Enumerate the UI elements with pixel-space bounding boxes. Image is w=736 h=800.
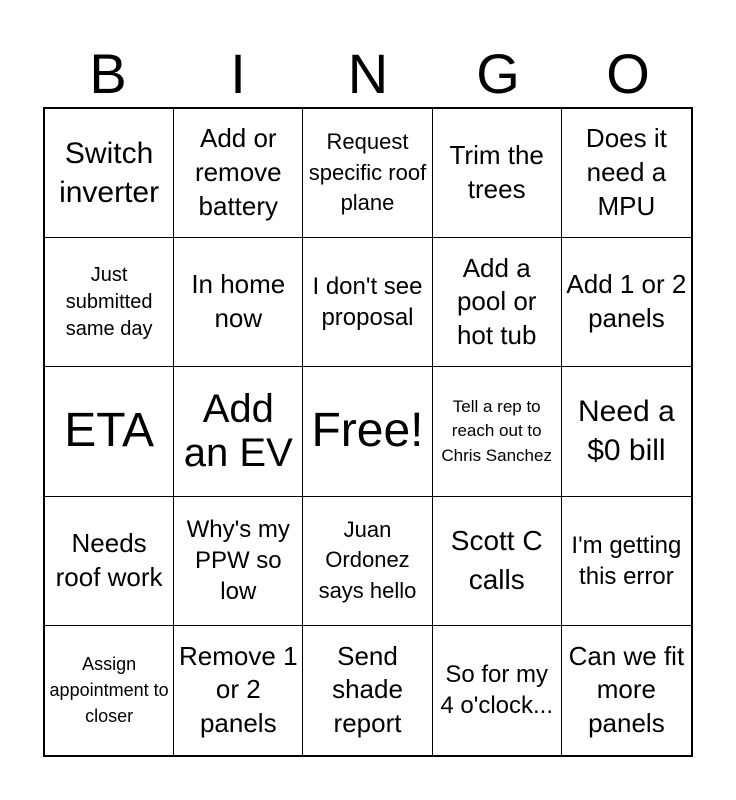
bingo-cell[interactable] xyxy=(45,367,174,496)
bingo-cell[interactable] xyxy=(174,626,303,755)
cell-text: ETA xyxy=(64,404,154,458)
bingo-cell[interactable] xyxy=(562,109,691,238)
free-space-cell[interactable] xyxy=(303,367,432,496)
bingo-cell[interactable] xyxy=(174,367,303,496)
cell-text: I don't see proposal xyxy=(312,273,423,332)
cell-text: In home now xyxy=(191,269,286,334)
bingo-cell[interactable] xyxy=(562,238,691,367)
cell-text: Add 1 or 2 panels xyxy=(566,269,687,334)
cell-text: Free! xyxy=(311,404,424,458)
cell-text: Tell a rep to reach out to Chris Sanchez xyxy=(441,396,552,465)
cell-text: Need a $0 bill xyxy=(578,395,675,468)
cell-text: Does it need a MPU xyxy=(585,123,667,221)
bingo-board xyxy=(43,107,693,757)
bingo-cell[interactable] xyxy=(45,109,174,238)
cell-text: Remove 1 or 2 panels xyxy=(179,640,298,739)
bingo-cell[interactable] xyxy=(562,497,691,626)
header-letter-b: B xyxy=(89,42,127,105)
cell-text: Send shade report xyxy=(332,640,403,739)
cell-text: So for my 4 o'clock... xyxy=(440,661,554,720)
cell-text: Why's my PPW so low xyxy=(186,515,290,606)
cell-text: Trim the trees xyxy=(449,140,544,205)
bingo-cell[interactable] xyxy=(303,238,432,367)
cell-text: Add or remove battery xyxy=(194,123,282,221)
bingo-cell[interactable] xyxy=(562,626,691,755)
cell-text: Request specific roof plane xyxy=(308,128,427,216)
bingo-cell[interactable] xyxy=(45,626,174,755)
cell-text: Switch inverter xyxy=(59,137,160,210)
cell-text: Add a pool or hot tub xyxy=(456,252,537,351)
bingo-cell[interactable] xyxy=(45,497,174,626)
bingo-cell[interactable] xyxy=(433,367,562,496)
bingo-cell[interactable] xyxy=(174,109,303,238)
bingo-cell[interactable] xyxy=(303,497,432,626)
cell-text: I'm getting this error xyxy=(571,531,682,590)
bingo-cell[interactable] xyxy=(433,238,562,367)
cell-text: Assign appointment to closer xyxy=(49,654,169,727)
header-letter-n: N xyxy=(347,42,389,105)
bingo-cell[interactable] xyxy=(174,497,303,626)
bingo-cell[interactable] xyxy=(45,238,174,367)
header-letter-i: I xyxy=(230,42,246,105)
cell-text: Just submitted same day xyxy=(65,263,153,340)
bingo-cell[interactable] xyxy=(433,626,562,755)
header-letter-g: G xyxy=(476,42,520,105)
bingo-header xyxy=(43,40,693,108)
cell-text: Juan Ordonez says hello xyxy=(318,516,417,604)
cell-text: Add an EV xyxy=(183,386,293,476)
cell-text: Needs roof work xyxy=(55,527,163,592)
cell-text: Can we fit more panels xyxy=(568,640,685,739)
bingo-cell[interactable] xyxy=(174,238,303,367)
cell-text: Scott C calls xyxy=(450,525,543,595)
bingo-cell[interactable] xyxy=(562,367,691,496)
bingo-cell[interactable] xyxy=(433,497,562,626)
bingo-cell[interactable] xyxy=(303,626,432,755)
bingo-cell[interactable] xyxy=(433,109,562,238)
bingo-cell[interactable] xyxy=(303,109,432,238)
header-letter-o: O xyxy=(606,42,650,105)
